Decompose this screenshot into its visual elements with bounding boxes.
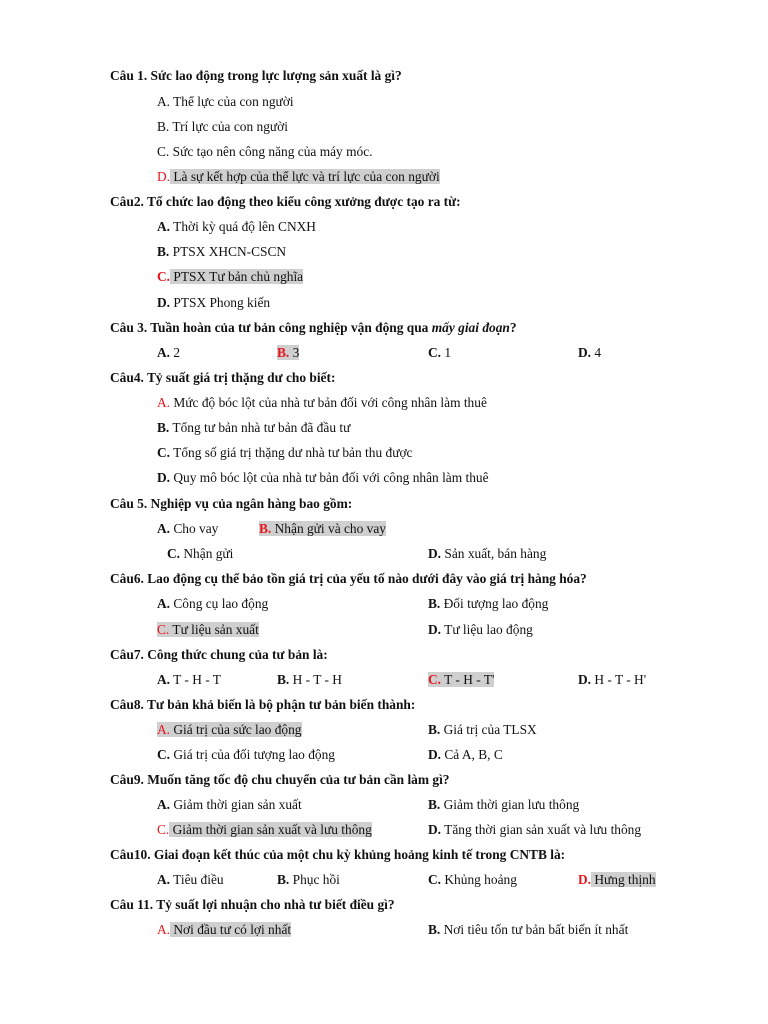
q7-option-a [157,672,221,688]
q9-a-letter: A. [157,797,171,812]
q3-d-letter: D. [578,345,592,360]
q3-title-italic: mấy giai đoạn [431,320,510,335]
q9-answer-letter: C. [157,822,170,837]
q2-option-b [157,244,286,260]
q9-option-d [428,822,641,838]
q5-option-d [428,546,546,562]
q5-answer-text: Nhận gửi và cho vay [271,521,387,536]
q8-answer-letter: A. [157,722,171,737]
q9-option-b [428,797,579,813]
q6-d-text: Tư liệu lao động [441,622,533,637]
q8-b-text: Giá trị của TLSX [440,722,537,737]
question-10-title: Câu10. Giai đoạn kết thúc của một chu kỳ khủng hoảng kinh tế trong CNTB là: [110,847,566,862]
q7-answer-text: T - H - T' [441,672,495,687]
q5-a-text: Cho vay [170,521,219,536]
q11-answer-text: Nơi đầu tư có lợi nhất [170,922,292,937]
q3-option-c [428,345,451,361]
q2-answer-letter: C. [157,269,171,284]
q9-b-text: Giảm thời gian lưu thông [440,797,580,812]
q10-answer-letter: D. [578,872,592,887]
q11-answer-letter: A. [157,922,171,937]
q2-d-letter: D. [157,295,171,310]
q5-d-letter: D. [428,546,442,561]
q9-a-text: Giảm thời gian sản xuất [170,797,302,812]
q3-title-suffix: ? [509,320,517,335]
q10-b-letter: B. [277,872,290,887]
q4-answer-letter: A. [157,395,171,410]
q3-a-text: 2 [170,345,181,360]
question-9-title: Câu9. Muốn tăng tốc độ chu chuyển của tư bản cần làm gì? [110,772,450,787]
q3-title-prefix: Câu 3. Tuần hoàn của tư bản công nghiệp vận động qua [110,320,432,335]
q9-d-text: Tăng thời gian sản xuất và lưu thông [441,822,642,837]
q7-b-letter: B. [277,672,290,687]
q1-option-d [157,169,440,185]
q7-option-d [578,672,646,688]
q11-b-text: Nơi tiêu tốn tư bản bất biến ít nhất [440,922,629,937]
q9-option-c [157,822,372,838]
q7-answer-letter: C. [428,672,442,687]
q2-d-text: PTSX Phong kiến [170,295,271,310]
q7-d-text: H - T - H' [591,672,647,687]
q7-b-text: H - T - H [289,672,342,687]
q11-option-a [157,922,291,938]
q2-option-a [157,219,316,235]
q8-b-letter: B. [428,722,441,737]
q5-answer-letter: B. [259,521,272,536]
q8-c-text: Giá trị của đối tượng lao động [170,747,335,762]
q10-c-text: Khủng hoảng [441,872,517,887]
q3-option-a [157,345,180,361]
q8-c-letter: C. [157,747,171,762]
q9-answer-text: Giảm thời gian sản xuất và lưu thông [169,822,372,837]
q10-option-a [157,872,224,888]
q1-option-a: A. Thể lực của con người [157,94,294,109]
q3-a-letter: A. [157,345,171,360]
q7-a-text: T - H - T [170,672,221,687]
q6-answer-text: Tư liệu sản xuất [169,622,259,637]
question-5-title: Câu 5. Nghiệp vụ của ngân hàng bao gồm: [110,496,353,511]
q3-answer-text: 3 [289,345,300,360]
question-7-title: Câu7. Công thức chung của tư bản là: [110,647,328,662]
q4-answer-text: Mức độ bóc lột của nhà tư bản đối với công nhân làm thuê [170,395,487,410]
q8-option-a [157,722,302,738]
q2-a-text: Thời kỳ quá độ lên CNXH [170,219,316,234]
q5-d-text: Sản xuất, bán hàng [441,546,547,561]
q10-option-d [578,872,656,888]
question-4-title: Câu4. Tỷ suất giá trị thặng dư cho biết: [110,370,336,385]
q7-option-c [428,672,494,688]
q6-option-d [428,622,533,638]
question-11-title: Câu 11. Tỷ suất lợi nhuận cho nhà tư biết điều gì? [110,897,395,912]
q4-b-letter: B. [157,420,170,435]
q2-answer-text: PTSX Tư bản chủ nghĩa [170,269,304,284]
q10-a-letter: A. [157,872,171,887]
q3-c-letter: C. [428,345,442,360]
q4-option-b [157,420,350,436]
q11-option-b [428,922,628,938]
q4-d-letter: D. [157,470,171,485]
q2-option-c [157,269,303,285]
q11-b-letter: B. [428,922,441,937]
q5-a-letter: A. [157,521,171,536]
question-1-title: Câu 1. Sức lao động trong lực lượng sản xuất là gì? [110,68,402,83]
q10-b-text: Phục hồi [289,872,340,887]
q8-option-b [428,722,537,738]
q10-a-text: Tiêu điều [170,872,224,887]
q1-answer-text: Là sự kết hợp của thể lực và trí lực của con người [170,169,440,184]
q3-option-b [277,345,299,361]
q6-a-letter: A. [157,596,171,611]
q6-b-text: Đối tượng lao động [440,596,549,611]
q8-d-letter: D. [428,747,442,762]
q2-a-letter: A. [157,219,171,234]
q4-option-a [157,395,487,411]
q1-option-b: B. Trí lực của con người [157,119,288,134]
q6-answer-letter: C. [157,622,170,637]
q1-answer-letter: D. [157,169,171,184]
q4-option-d [157,470,489,486]
q1-option-c: C. Sức tạo nên công năng của máy móc. [157,144,373,159]
q10-option-c [428,872,517,888]
q8-d-text: Cả A, B, C [441,747,503,762]
q6-b-letter: B. [428,596,441,611]
q7-option-b [277,672,342,688]
q7-d-letter: D. [578,672,592,687]
q2-b-text: PTSX XHCN-CSCN [169,244,287,259]
q5-c-text: Nhận gửi [180,546,234,561]
q10-option-b [277,872,340,888]
q10-answer-text: Hưng thịnh [591,872,656,887]
q5-c-letter: C. [167,546,181,561]
q3-answer-letter: B. [277,345,290,360]
q2-option-d [157,295,270,311]
q5-option-a [157,521,218,537]
q7-a-letter: A. [157,672,171,687]
question-6-title: Câu6. Lao động cụ thể bảo tồn giá trị của yếu tố nào dưới đây vào giá trị hàng hóa? [110,571,587,586]
q6-option-b [428,596,548,612]
q2-b-letter: B. [157,244,170,259]
q10-c-letter: C. [428,872,442,887]
q4-b-text: Tổng tư bản nhà tư bản đã đầu tư [169,420,351,435]
question-3-title [110,320,517,336]
q4-option-c [157,445,412,461]
q6-a-text: Công cụ lao động [170,596,269,611]
q8-option-c [157,747,335,763]
q9-option-a [157,797,302,813]
q8-answer-text: Giá trị của sức lao động [170,722,302,737]
q6-option-a [157,596,268,612]
q4-c-letter: C. [157,445,171,460]
q6-d-letter: D. [428,622,442,637]
q9-d-letter: D. [428,822,442,837]
q4-c-text: Tổng số giá trị thặng dư nhà tư bản thu được [170,445,413,460]
q3-d-text: 4 [591,345,602,360]
q9-b-letter: B. [428,797,441,812]
q8-option-d [428,747,503,763]
q5-option-c [167,546,233,562]
q4-d-text: Quy mô bóc lột của nhà tư bản đối với công nhân làm thuê [170,470,489,485]
q6-option-c [157,622,259,638]
q3-c-text: 1 [441,345,452,360]
question-2-title: Câu2. Tổ chức lao động theo kiểu công xưởng được tạo ra từ: [110,194,461,209]
question-8-title: Câu8. Tư bản khả biến là bộ phận tư bản biến thành: [110,697,416,712]
q5-option-b [259,521,386,537]
q3-option-d [578,345,601,361]
